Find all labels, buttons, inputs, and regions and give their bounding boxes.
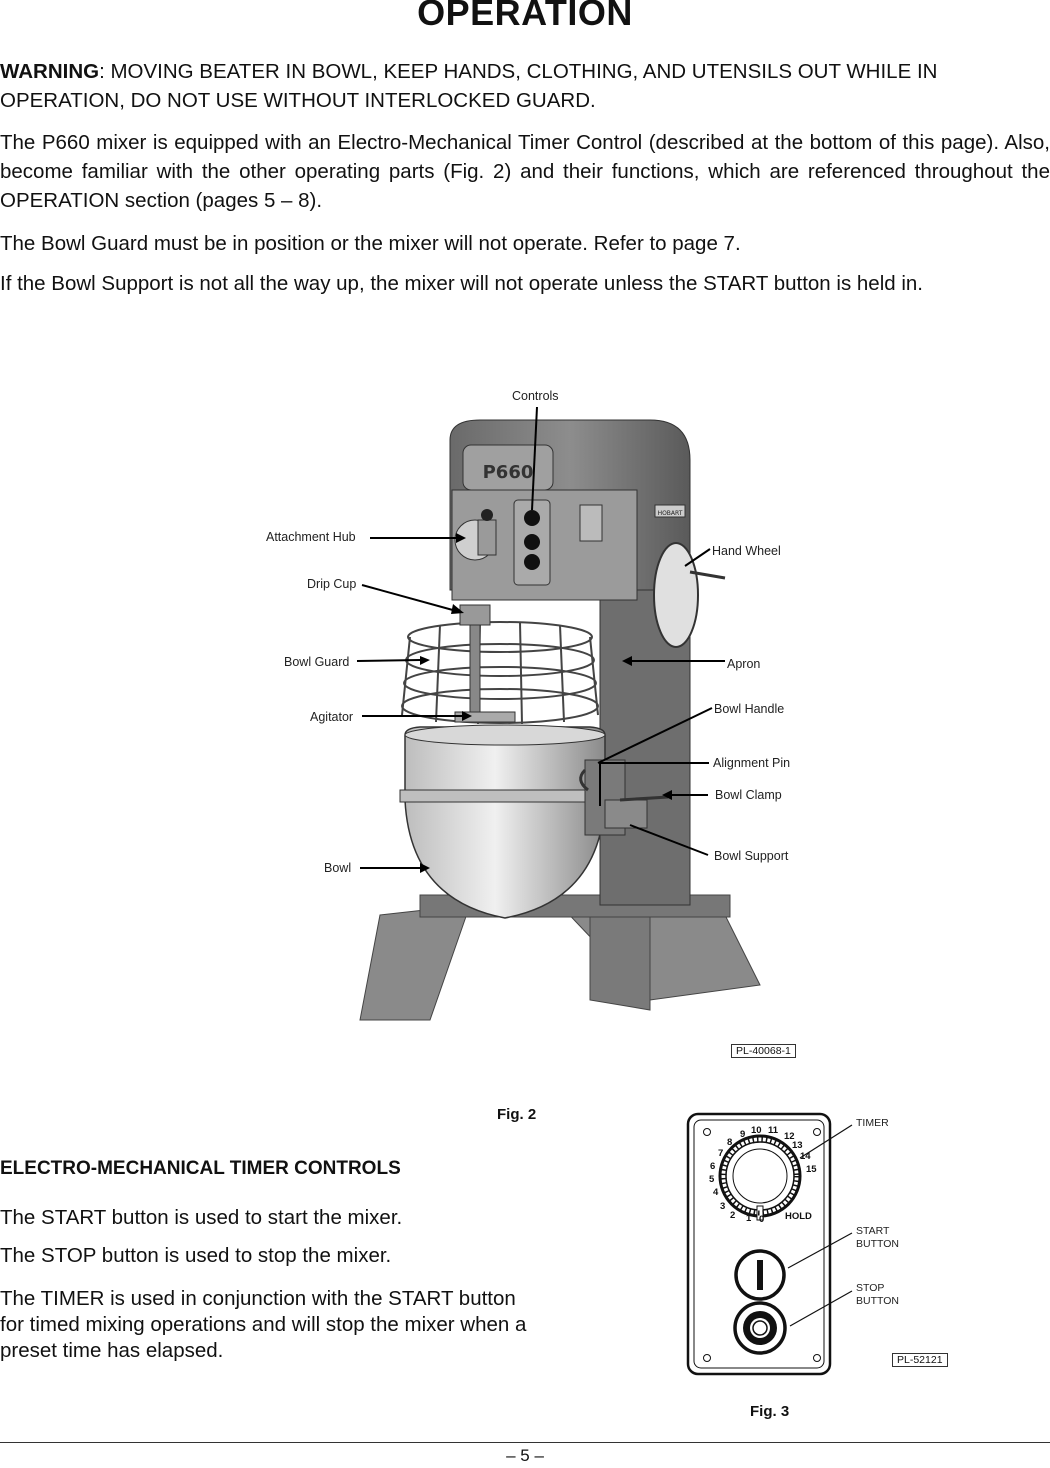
timer-section-heading: ELECTRO-MECHANICAL TIMER CONTROLS [0, 1158, 401, 1179]
fig3-part-number: PL-52121 [892, 1353, 948, 1367]
svg-text:5: 5 [709, 1174, 715, 1185]
svg-text:0: 0 [759, 1214, 765, 1225]
label-agitator: Agitator [310, 710, 354, 724]
bowl-guard-paragraph: The Bowl Guard must be in position or the mixer will not operate. Refer to page 7. [0, 232, 741, 255]
mixer-model-logo: P660 [482, 462, 534, 483]
label-bowl-handle: Bowl Handle [714, 702, 785, 716]
intro-paragraph: The P660 mixer is equipped with an Electro-Mechanical Timer Control (described at the bottom of this page). Also, become familiar with the other operating parts (Fig. 2) and their functions, which are referenced throughout the OPERATION section (pages 5 – 8). [0, 131, 1050, 212]
svg-text:6: 6 [710, 1161, 716, 1172]
hold-label: HOLD [785, 1211, 812, 1222]
footer-rule [0, 1442, 1050, 1443]
label-bowl: Bowl [324, 861, 352, 875]
label-hand-wheel: Hand Wheel [712, 544, 781, 558]
svg-text:9: 9 [740, 1129, 746, 1140]
svg-text:8: 8 [727, 1137, 733, 1148]
svg-text:15: 15 [806, 1164, 817, 1175]
svg-text:7: 7 [718, 1148, 724, 1159]
svg-text:12: 12 [784, 1131, 795, 1142]
label-controls: Controls [512, 389, 559, 403]
label-bowl-guard: Bowl Guard [284, 655, 350, 669]
svg-text:13: 13 [792, 1140, 803, 1151]
start-button-text: The START button is used to start the mixer. [0, 1206, 403, 1229]
label-alignment-pin: Alignment Pin [713, 756, 791, 770]
brand-plate: HOBART [657, 510, 683, 517]
warning-text: : MOVING BEATER IN BOWL, KEEP HANDS, CLOTHING, AND UTENSILS OUT WHILE IN OPERATION, DO NOT USE WITHOUT INTERLOCKED GUARD. [0, 60, 938, 112]
label-apron: Apron [727, 657, 761, 671]
stop-button-text: The STOP button is used to stop the mixer. [0, 1244, 392, 1267]
svg-text:3: 3 [720, 1201, 726, 1212]
svg-text:2: 2 [730, 1210, 736, 1221]
label-bowl-support: Bowl Support [714, 849, 789, 863]
svg-text:10: 10 [751, 1125, 762, 1136]
fig3-timer-label: TIMER [856, 1117, 889, 1129]
page-title: OPERATION [417, 0, 633, 33]
fig2-part-number: PL-40068-1 [731, 1044, 796, 1058]
warning-label: WARNING [0, 60, 100, 83]
svg-text:14: 14 [800, 1151, 811, 1162]
svg-text:4: 4 [713, 1187, 719, 1198]
timer-text: The TIMER is used in conjunction with the START button for timed mixing operations and will stop the mixer when a preset time has elapsed. [0, 1287, 527, 1362]
label-bowl-clamp: Bowl Clamp [715, 788, 782, 802]
page-number: – 5 – [506, 1446, 544, 1465]
label-attachment-hub: Attachment Hub [266, 530, 356, 544]
label-drip-cup: Drip Cup [307, 577, 357, 591]
fig3-caption: Fig. 3 [750, 1403, 790, 1420]
svg-text:11: 11 [768, 1125, 779, 1136]
fig3-stop-label: STOP BUTTON [856, 1282, 899, 1307]
bowl-support-paragraph: If the Bowl Support is not all the way up, the mixer will not operate unless the START button is held in. [0, 272, 923, 295]
svg-text:1: 1 [746, 1213, 752, 1224]
fig2-caption: Fig. 2 [497, 1106, 537, 1123]
fig3-start-label: START BUTTON [856, 1225, 899, 1250]
